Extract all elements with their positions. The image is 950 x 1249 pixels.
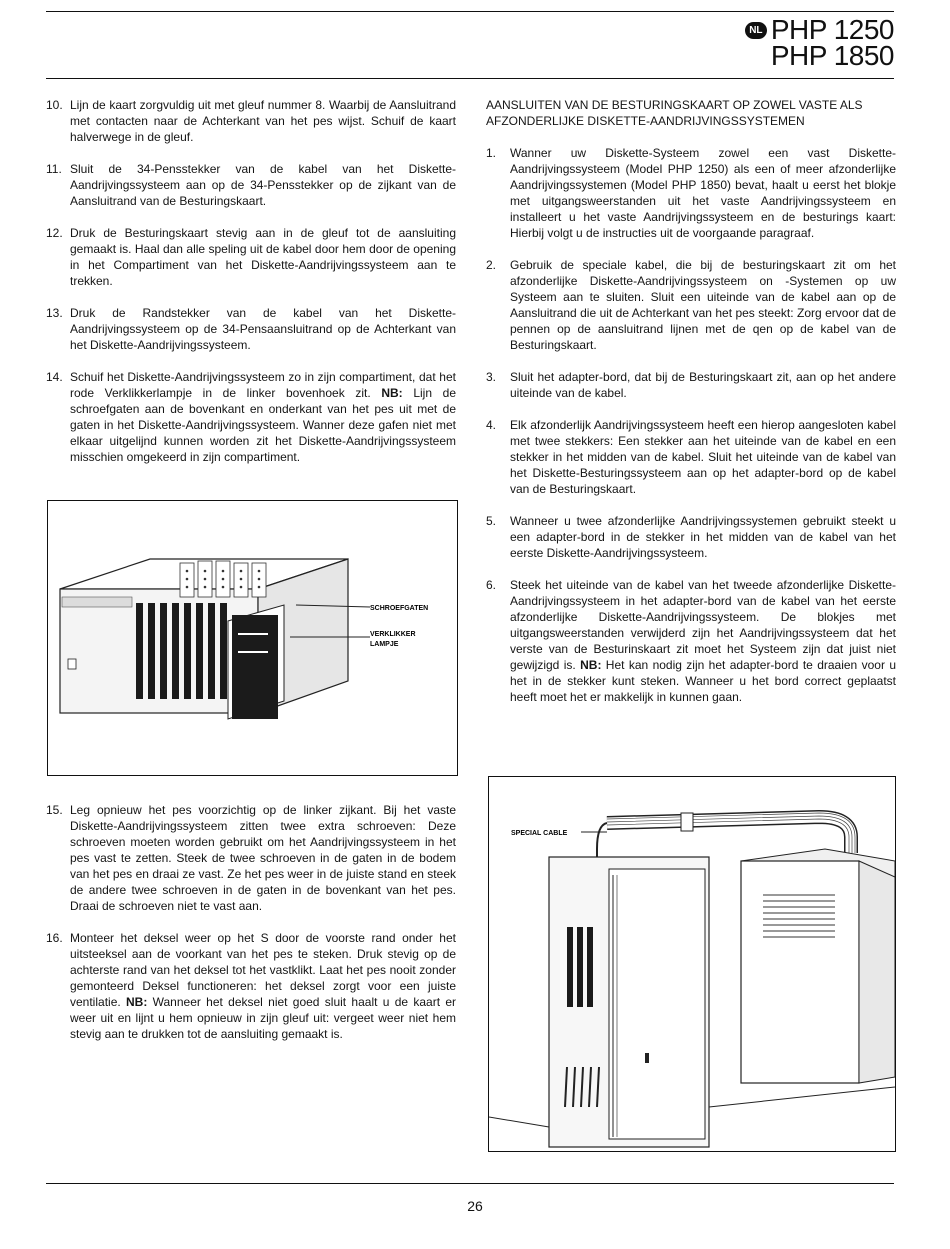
special-cable-illustration xyxy=(489,777,895,1151)
list-item xyxy=(46,930,456,1042)
list-item xyxy=(46,97,456,145)
label-special-cable: SPECIAL CABLE xyxy=(511,830,568,837)
page-header xyxy=(745,14,894,71)
list-item xyxy=(46,369,456,465)
item-text-part: Wanneer het deksel niet goed sluit haalt u de kaart er weer uit en lijnt u hem opnieuw in zijn gleuf uit: vergeet weer niet hem stevig aan te drukken tot de aansluiting gemaakt is. xyxy=(70,995,457,1041)
list-item xyxy=(46,161,456,209)
item-number: 16. xyxy=(46,931,63,945)
item-number: 13. xyxy=(46,306,63,320)
item-text: Druk de Besturingskaart stevig aan in de gleuf tot de aansluiting gemaakt is. Haal dan alle speling uit de kabel door hem door de opening in het Compartiment van het Diskette-Aandrijvingssysteem aan te trekken. xyxy=(70,226,456,288)
label-screw-holes: SCHROEFGATEN xyxy=(370,605,429,612)
item-text: Elk afzonderlijk Aandrijvingssysteem heeft een hierop aangesloten kabel met twee stekkers: Een stekker aan het uiteinde van de kabel en een stekker in het midden van de kabel. Sluit het uiteinde van de kabel van het Diskette-Besturingssysteem aan op het adapter-bord op de kabel van de Besturingskaart. xyxy=(510,418,896,496)
item-text xyxy=(70,369,456,465)
item-text: Sluit het adapter-bord, dat bij de Besturingskaart zit, aan op het andere uiteinde van de kabel. xyxy=(510,370,896,400)
item-text-part: Steek het uiteinde van de kabel van het tweede afzonderlijke Diskette-Aandrijvingssysteem in het adapter-bord van de kabel van het eerste afzonderlijke Diskette-Aandrijvingssysteem. De blokjes met uitgangsweerstanden verwijderd zijn het Aandrijvingssysteem dat het verste van de Besturinskaart zit moet het Systeem zijn dat juist niet gewijzigd is. xyxy=(510,578,896,672)
item-text-part: Lijn de schroefgaten aan de bovenkant en onderkant van het pes uit met de gaten in het Diskette-Aandrijvingssysteem. Wanner deze gafen niet met elkaar uitgelijnd kunnen worden zit het Diskette-Aandrijvingssysteem misschien omgekeerd in zijn compartiment. xyxy=(70,386,456,464)
item-number: 1. xyxy=(486,146,497,160)
right-column xyxy=(486,97,896,721)
list-item xyxy=(486,417,896,497)
list-item xyxy=(486,145,896,241)
note-label: NB: xyxy=(580,658,602,672)
list-item xyxy=(486,577,896,705)
disk-drive-illustration xyxy=(48,501,457,775)
item-text-part: Schuif het Diskette-Aandrijvingssysteem zo in zijn compartiment, dat het rode Verklikkerlampje in de linker bovenhoek zit. xyxy=(70,370,456,400)
list-item xyxy=(46,305,456,353)
footer-rule xyxy=(46,1183,894,1184)
item-number: 6. xyxy=(486,578,497,592)
list-item xyxy=(486,513,896,561)
item-text: Leg opnieuw het pes voorzichtig op de linker zijkant. Bij het vaste Diskette-Aandrijvingssysteem zitten twee extra schroeven: Deze schroeven moeten worden gebruikt om het Aandrijvingssysteem in het pes vast te zetten. Steek de twee schroeven in de gaten in de bodem van het pes en draai ze vast. Ze het pes weer in de juiste stand en steek de andere twee schroeven in de gaten in de bovenkant van het pes. Draai de schroeven niet te vast aan. xyxy=(70,803,456,913)
item-number: 5. xyxy=(486,514,497,528)
header-rule xyxy=(46,78,894,79)
list-item xyxy=(486,369,896,401)
item-text xyxy=(70,930,456,1042)
item-text: Gebruik de speciale kabel, die bij de besturingskaart zit om het afzonderlijke Diskette-Aandrijvingssysteem on -Systemen op uw Systeem aan te sluiten. Sluit een uiteinde van de kabel aan op de Aansluitrand die uit de Achterkant van het pes steekt: Zorg ervoor dat de pennen op de aansluitrand lijnen met de qen op de kabel van de Besturingskaart. xyxy=(510,258,896,352)
page-number: 26 xyxy=(467,1198,483,1214)
note-label: NB: xyxy=(381,386,403,400)
item-text: Wanneer u twee afzonderlijke Aandrijvingssystemen gebruikt steekt u een adapter-bord in de stekker in het midden van de kabel van het eerste Diskette-Aandrijvingssysteem. xyxy=(510,514,896,560)
item-number: 14. xyxy=(46,370,63,384)
item-number: 4. xyxy=(486,418,497,432)
item-text: Sluit de 34-Pensstekker van de kabel van het Diskette-Aandrijvingssysteem aan op de 34-Pensstekker op de zijkant van de Aansluitrand van de Besturingskaart. xyxy=(70,162,456,208)
item-number: 2. xyxy=(486,258,497,272)
item-text-part: Monteer het deksel weer op het S door de voorste rand onder het uitsteeksel aan de voorkant van het pes te steken. Druk stevig op de achterste rand van het deksel tot het vastklikt. Laat het pes nooit zonder gemonteerd Deksel functioneren: het deksel zorgt voor een juiste ventilatie. xyxy=(70,931,456,1009)
top-rule xyxy=(46,11,894,12)
item-text: Lijn de kaart zorgvuldig uit met gleuf nummer 8. Waarbij de Aansluitrand met contacten naar de Achterkant van het pes wijst. Schuif de kaart halverwege in de gleuf. xyxy=(70,98,456,144)
list-item xyxy=(46,225,456,289)
left-column-upper xyxy=(46,97,456,481)
item-text: Wanner uw Diskette-Systeem zowel een vast Diskette-Aandrijvingssysteem (Model PHP 1250) als een of meer afzonderlijke Aandrijvingssystemen (Model PHP 1850) bevat, haalt u eerst het blokje met uitgangsweerstanden uit het vaste Aandrijvingssysteem en installeert u het vaste Aandrijvingssysteem en de besturings kaart: Hierbij volgt u de instructies uit de voorgaande paragraaf. xyxy=(510,146,896,240)
item-number: 12. xyxy=(46,226,63,240)
nl-badge-icon: NL xyxy=(745,22,767,39)
item-number: 11. xyxy=(46,162,62,176)
item-number: 3. xyxy=(486,370,497,384)
item-number: 10. xyxy=(46,98,63,112)
left-column-lower xyxy=(46,802,456,1058)
label-indicator-lamp-2: LAMPJE xyxy=(370,641,399,648)
item-number: 15. xyxy=(46,803,63,817)
item-text xyxy=(510,577,896,705)
list-item xyxy=(46,802,456,914)
label-indicator-lamp-1: VERKLIKKER xyxy=(370,631,416,638)
list-item xyxy=(486,257,896,353)
section-title: AANSLUITEN VAN DE BESTURINGSKAART OP ZOWEL VASTE ALS AFZONDERLIJKE DISKETTE-AANDRIJVINGSSYSTEMEN xyxy=(486,98,863,128)
model-title-1: PHP 1250 xyxy=(770,14,894,45)
item-text-part: Het kan nodig zijn het adapter-bord te draaien voor u het in de stekker kunt steken. Wanneer u het bord correct geplaatst heeft moet het er makkelijk in kunnen gaan. xyxy=(510,658,896,704)
model-title-2: PHP 1850 xyxy=(770,40,894,71)
figure-disk-drive-install xyxy=(47,500,458,776)
item-text: Druk de Randstekker van de kabel van het Diskette-Aandrijvingssysteem op de 34-Pensaansluitrand op de Achterkant van het Diskette-Aandrijvingssysteem. xyxy=(70,306,456,352)
figure-special-cable xyxy=(488,776,896,1152)
note-label: NB: xyxy=(126,995,148,1009)
